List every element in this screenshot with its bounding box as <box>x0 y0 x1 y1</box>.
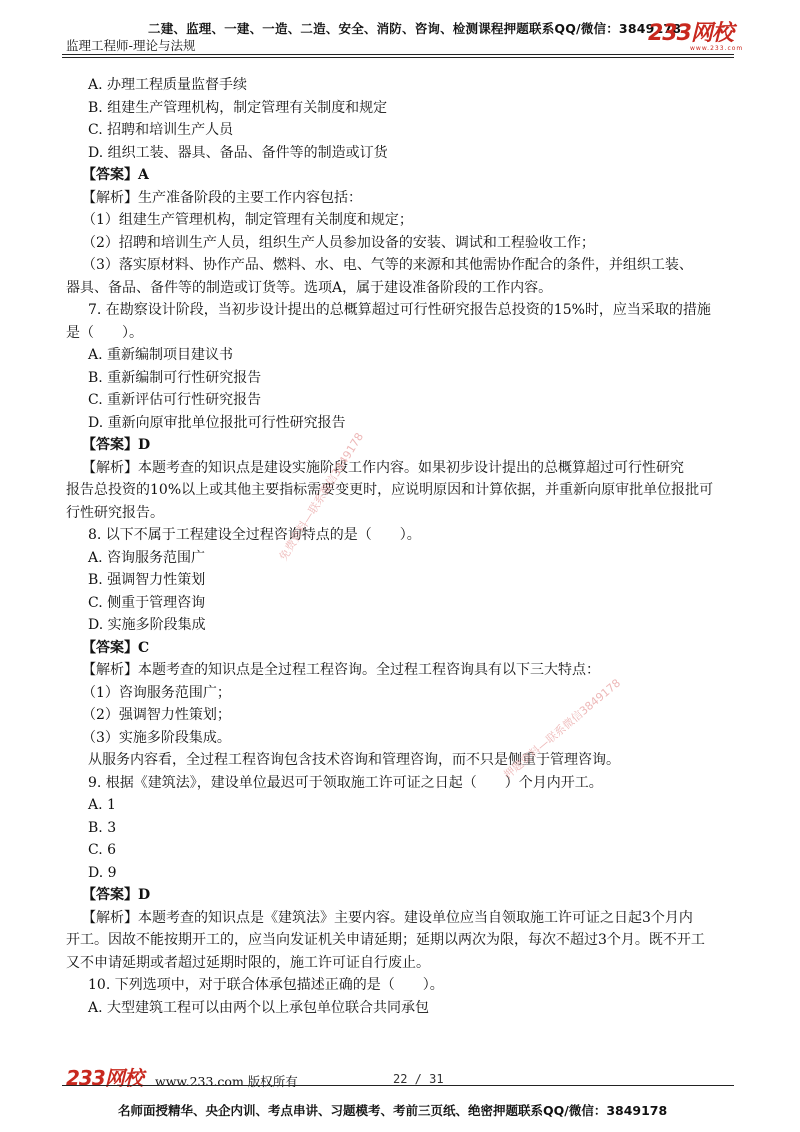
text-line: 8. 以下不属于工程建设全过程咨询特点的是（ ）。 <box>88 527 421 543</box>
footer-logo: 233网校 <box>66 1066 143 1090</box>
text-line: 器具、备品、备件等的制造或订货等。选项A，属于建设准备阶段的工作内容。 <box>66 279 553 296</box>
text-line: B. 重新编制可行性研究报告 <box>88 369 262 386</box>
answer-line: 【答案】D <box>82 887 151 903</box>
answer-line: 【答案】A <box>82 167 149 183</box>
header-logo: 233网校 <box>648 21 733 46</box>
header-logo-url: www.233.com <box>690 45 744 52</box>
text-line: 【解析】生产准备阶段的主要工作内容包括： <box>82 189 362 206</box>
text-line: 【解析】本题考查的知识点是全过程工程咨询。全过程工程咨询具有以下三大特点： <box>82 662 600 678</box>
text-line: （1）咨询服务范围广； <box>82 684 231 701</box>
document-subtitle: 监理工程师-理论与法规 <box>66 38 196 53</box>
document-body <box>66 74 746 1019</box>
text-line: A. 大型建筑工程可以由两个以上承包单位联合共同承包 <box>88 999 430 1016</box>
text-line: 行性研究报告。 <box>66 504 164 521</box>
text-line: 是（ ）。 <box>66 324 143 341</box>
footer-rule <box>62 1085 734 1086</box>
text-line: 9. 根据《建筑法》，建设单位最迟可于领取施工许可证之日起（ ）个月内开工。 <box>88 774 603 791</box>
answer-line: 【答案】C <box>82 639 150 656</box>
footer-ad-text: 名师面授精华、央企内训、考点串讲、习题模考、考前三页纸、绝密押题联系QQ/微信：3849178 <box>118 1103 668 1118</box>
header-ad-text: 二建、监理、一建、一造、二造、安全、消防、咨询、检测课程押题联系QQ/微信：3849178 <box>148 21 682 36</box>
text-line: B. 3 <box>88 819 117 836</box>
text-line: 从服务内容看，全过程工程咨询包含技术咨询和管理咨询，而不只是侧重于管理咨询。 <box>88 752 620 768</box>
text-line: （3）落实原材料、协作产品、燃料、水、电、气等的来源和其他需协作配合的条件，并组织工装、 <box>82 257 693 273</box>
text-line: C. 重新评估可行性研究报告 <box>88 392 262 408</box>
footer-copyright: www.233.com 版权所有 <box>155 1074 298 1089</box>
text-line: 7. 在勘察设计阶段，当初步设计提出的总概算超过可行性研究报告总投资的15%时，应当采取的措施 <box>88 302 711 318</box>
text-line: 报告总投资的10%以上或其他主要指标需要变更时，应说明原因和计算依据，并重新向原审批单位报批可 <box>66 482 714 498</box>
text-line: D. 9 <box>88 864 117 881</box>
text-line: （2）强调智力性策划； <box>82 707 231 723</box>
watermark-text: 押题资料—联系微信3849178 <box>501 676 624 782</box>
text-line: A. 1 <box>88 797 116 813</box>
text-line: A. 办理工程质量监督手续 <box>88 77 248 93</box>
text-line: C. 6 <box>88 842 117 858</box>
text-line: 开工。因故不能按期开工的，应当向发证机关申请延期；延期以两次为限，每次不超过3个月。既不开工 <box>66 932 705 948</box>
text-line: D. 重新向原审批单位报批可行性研究报告 <box>88 414 346 431</box>
header-rule-thin <box>62 57 734 58</box>
text-line: （1）组建生产管理机构，制定管理有关制度和规定； <box>82 212 413 228</box>
text-line: B. 组建生产管理机构，制定管理有关制度和规定 <box>88 99 388 116</box>
text-line: 10. 下列选项中，对于联合体承包描述正确的是（ ）。 <box>88 977 444 993</box>
header-rule <box>62 54 734 55</box>
text-line: （3）实施多阶段集成。 <box>82 729 231 746</box>
text-line: D. 实施多阶段集成 <box>88 617 206 633</box>
text-line: 【解析】本题考查的知识点是建设实施阶段工作内容。如果初步设计提出的总概算超过可行性研究 <box>82 459 684 476</box>
text-line: （2）招聘和培训生产人员，组织生产人员参加设备的安装、调试和工程验收工作； <box>82 234 595 251</box>
text-line: A. 重新编制项目建议书 <box>88 347 234 363</box>
text-line: B. 强调智力性策划 <box>88 572 206 588</box>
text-line: 【解析】本题考查的知识点是《建筑法》主要内容。建设单位应当自领取施工许可证之日起3个月内 <box>82 909 693 926</box>
watermark-text: 免费资料—联系微信3849178 <box>276 430 367 563</box>
text-line: C. 招聘和培训生产人员 <box>88 122 234 138</box>
text-line: A. 咨询服务范围广 <box>88 549 206 566</box>
page-number: 22 / 31 <box>393 1072 444 1086</box>
answer-line: 【答案】D <box>82 437 151 453</box>
text-line: D. 组织工装、器具、备品、备件等的制造或订货 <box>88 144 388 161</box>
text-line: C. 侧重于管理咨询 <box>88 594 206 611</box>
text-line: 又不申请延期或者超过延期时限的，施工许可证自行废止。 <box>66 954 430 971</box>
